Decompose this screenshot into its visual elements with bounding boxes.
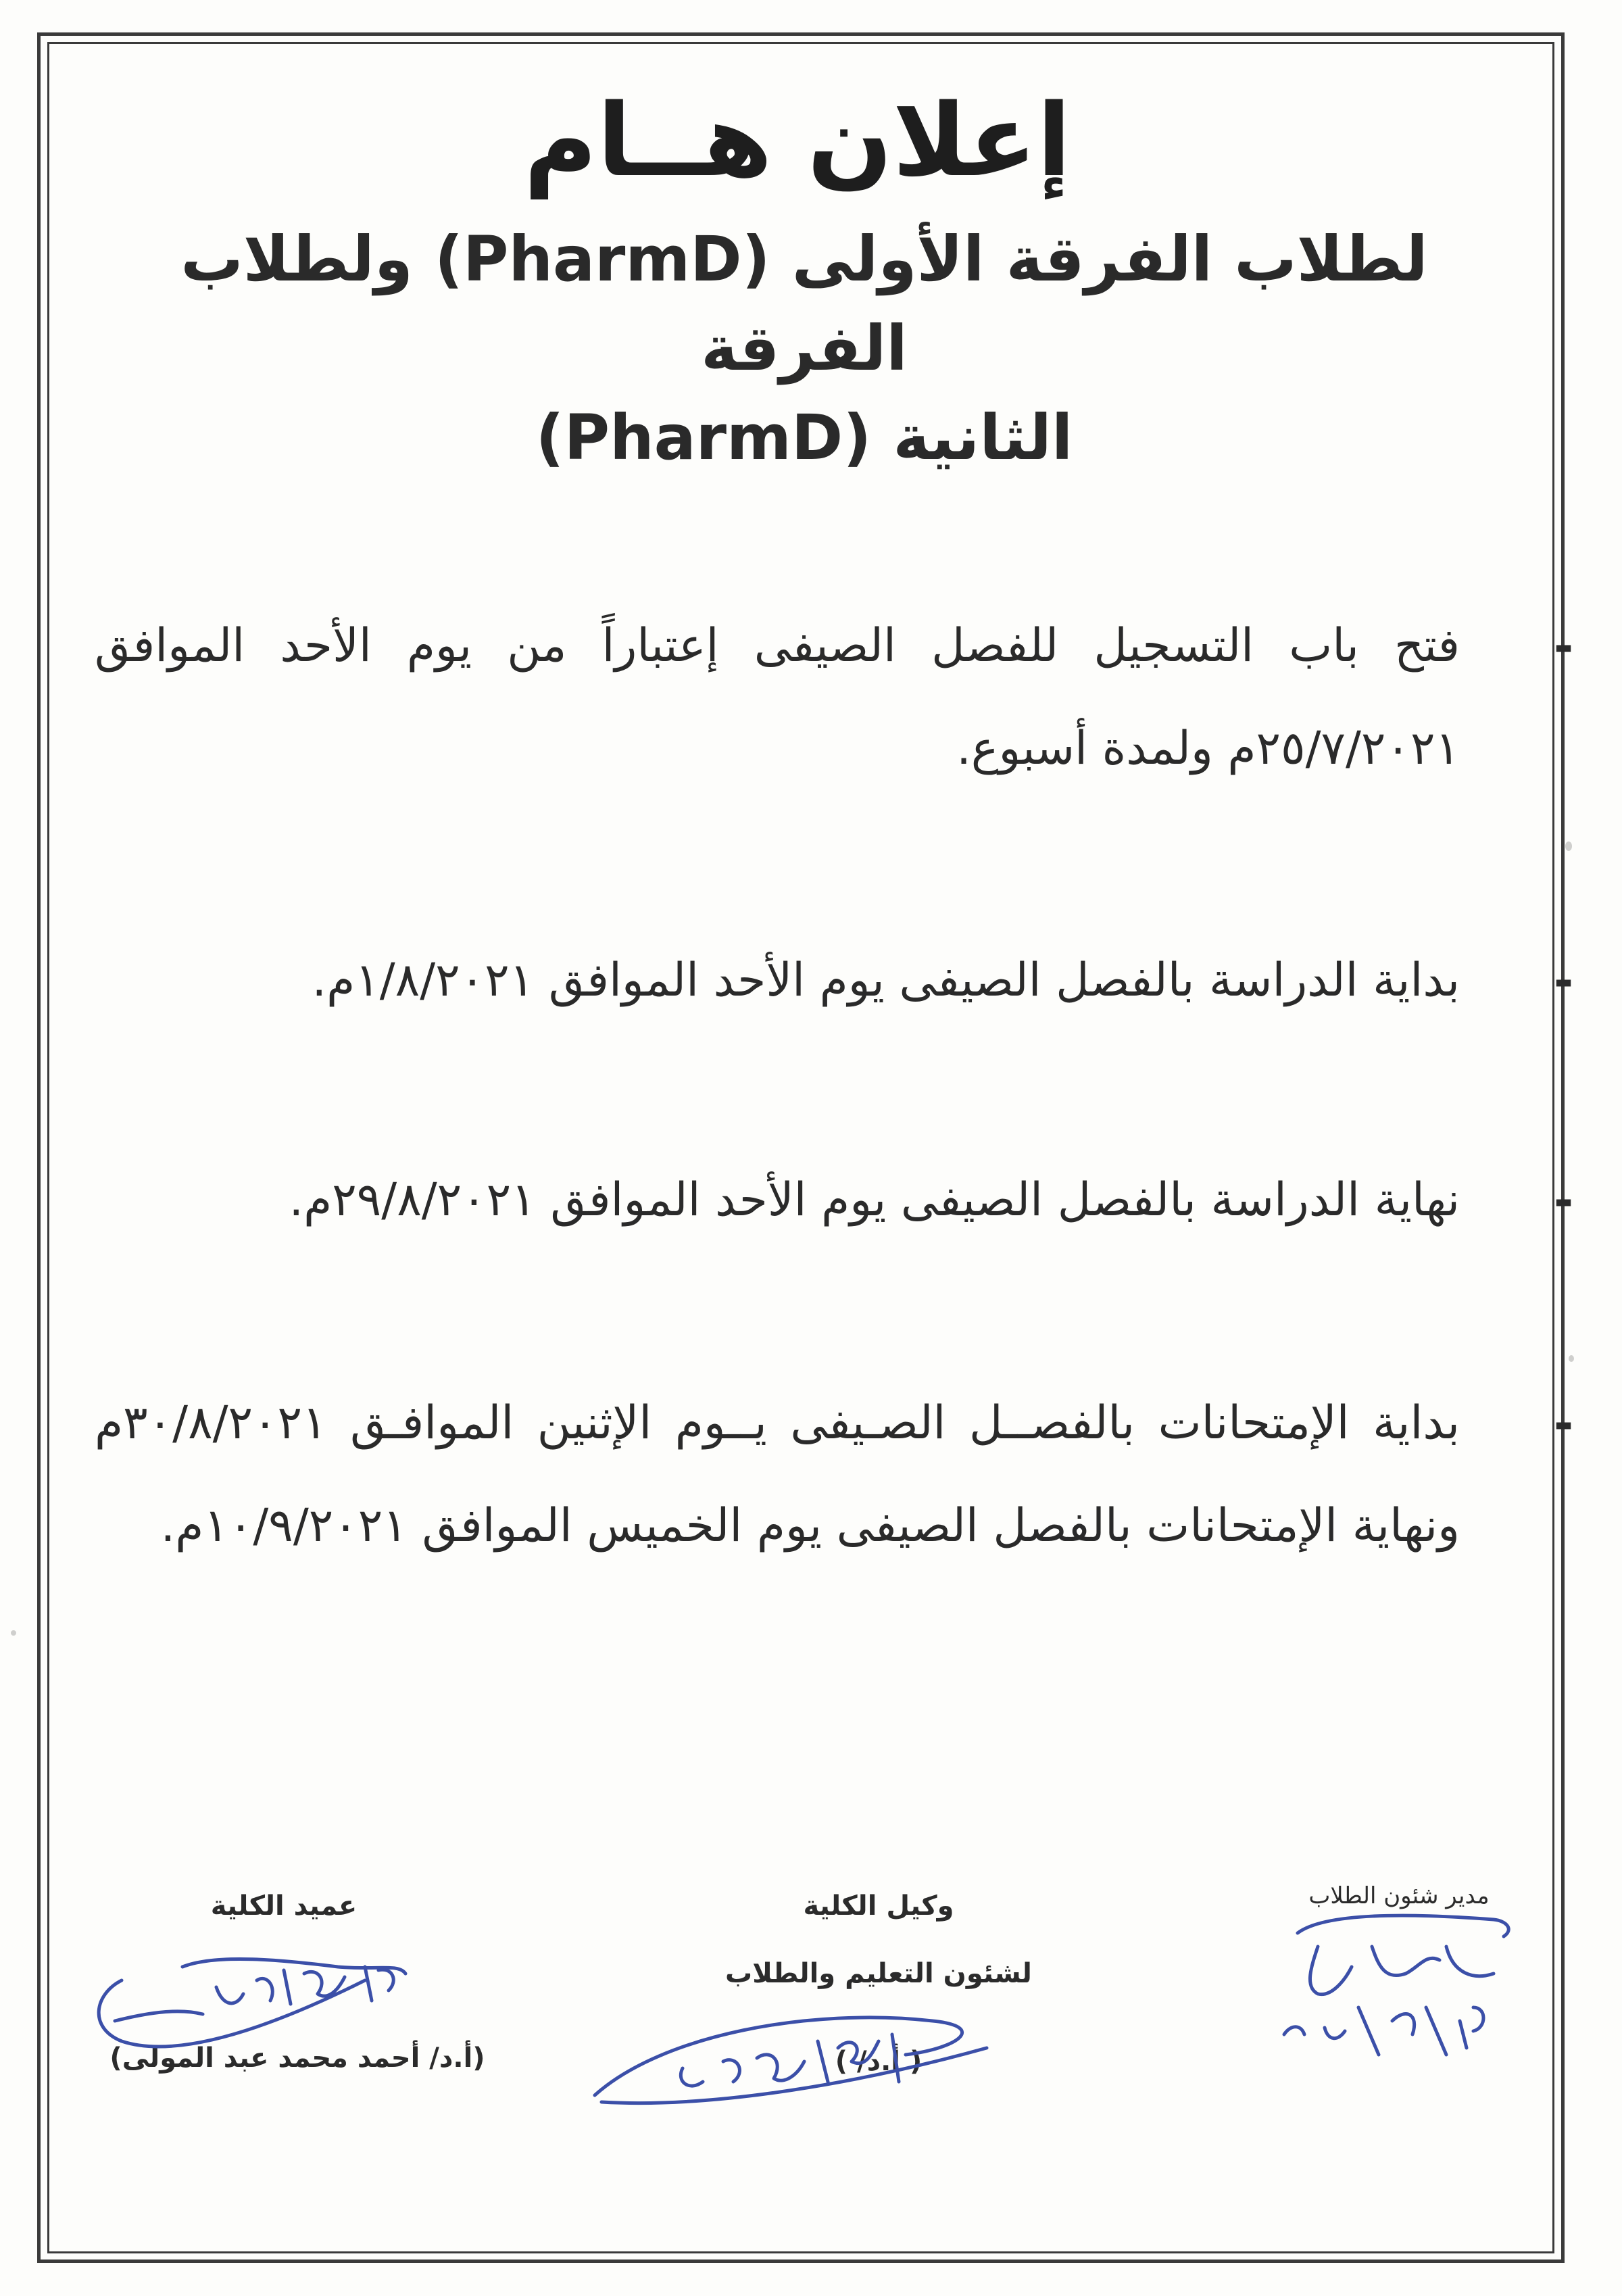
bullet-4: -: [1553, 1396, 1573, 1451]
sig-title-student-affairs: مدير شئون الطلاب: [1308, 1882, 1490, 1909]
subtitle-line-1: لطلاب الفرقة الأولى (PharmD) ولطلاب الفرقة: [180, 223, 1428, 385]
item-text-4: بداية الإمتحانات بالفصــل الصـيفى يــوم الإثنين الموافـق ٣٠/٨/٢٠٢١م ونهاية الإمتحانات بالفصل الصيفى يوم الخميس الموافق ١٠/٩/٢٠٢١م.: [95, 1396, 1460, 1553]
bullet-3: -: [1553, 1173, 1573, 1228]
sig-name-dean: (أ.د/ أحمد محمد عبد المولى): [109, 2043, 485, 2074]
sig-title-vice-dean: وكيل الكلية: [803, 1890, 954, 1922]
handwritten-signature-vice-dean: [581, 1994, 1041, 2129]
announcement-item-4: [95, 1372, 1460, 1578]
subtitle-line-2: الثانية (PharmD): [535, 401, 1073, 474]
scan-mark: [11, 1630, 16, 1636]
announcement-item-3: [95, 1149, 1460, 1252]
announcement-item-2: [95, 929, 1460, 1032]
item-text-1: فتح باب التسجيل للفصل الصيفى إعتباراً من يوم الأحد الموافق ٢٥/٧/٢٠٢١م ولمدة أسبوع.: [95, 619, 1460, 775]
scan-mark: [1569, 1355, 1574, 1362]
scan-mark: [1565, 841, 1572, 851]
sig-subtitle-vice-dean: لشئون التعليم والطلاب: [725, 1958, 1032, 1989]
handwritten-signature-dean: [81, 1940, 433, 2075]
item-text-3: نهاية الدراسة بالفصل الصيفى يوم الأحد الموافق ٢٩/٨/٢٠٢١م.: [289, 1173, 1460, 1227]
signature-block-vice-dean: [662, 1886, 1095, 1994]
page-title: إعلان هــام: [524, 82, 1071, 199]
bullet-1: -: [1553, 618, 1573, 674]
bullet-2: -: [1553, 953, 1573, 1008]
page-subtitle: [115, 215, 1494, 483]
signature-block-dean: [162, 1886, 406, 1926]
sig-title-dean: عميد الكلية: [210, 1890, 358, 1922]
announcement-item-1: [95, 595, 1460, 800]
item-text-2: بداية الدراسة بالفصل الصيفى يوم الأحد الموافق ١/٨/٢٠٢١م.: [312, 954, 1460, 1007]
sig-name-vice-dean: ( أ.د/ ): [835, 2046, 923, 2077]
handwritten-signature-student-affairs: [1271, 1906, 1541, 2068]
